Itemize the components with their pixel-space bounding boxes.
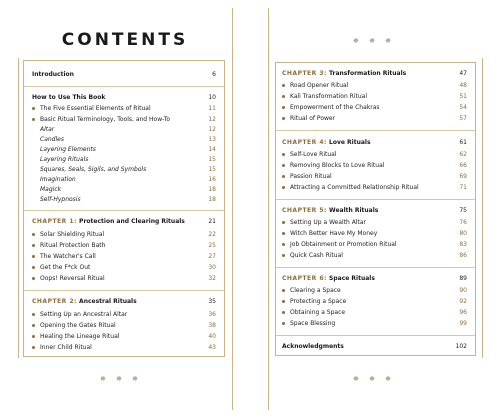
divider bbox=[276, 199, 475, 200]
divider bbox=[24, 290, 224, 291]
ornament-icon: ✵ ✵ ✵ bbox=[100, 375, 143, 383]
divider bbox=[276, 267, 475, 268]
right-page bbox=[250, 0, 500, 418]
left-border-line bbox=[18, 58, 19, 358]
left-inner-border-line bbox=[232, 8, 233, 410]
toc-box-right: CHAPTER 3: Transformation Rituals 47 Road Opener Ritual 48 Kali Transformation Ritual 51 Empowerment of the Chakras 54 Ritual of Power 57 CHAPTER 4: Love Rituals 61 Self-Love Ritual 62 Removing Blocks to Love Ritual 66 Passion Ritual 69 Attracting a Committed Relationship Ritual 71 CHAPTER 5: Wealth Rituals 75 Setting Up a Wealth Altar 76 Witch Better Have My Money 80 Job Obtainment or Promotion Ritual 83 Quick Cash Ritual 86 CHAPTER 6: Space Rituals 89 Clearing a Space 90 Protecting a Space 92 Obtaining a Space 96 Space Blessing 99 Acknowledgments 102 bbox=[275, 62, 476, 356]
toc-box-left: Introduction 6 How to Use This Book 10 The Five Essential Elements of Ritual 11 Basic Ritual Terminology, Tools, and How-To 12 Altar 12 Candles 13 Layering Elements 14 Layering Rituals 15 Squares, Seals, Sigils, and Symbols 15 Imagination 16 Magick 18 Self-Hypnosis 18 CHAPTER 1: Protection and Clearing Rituals 21 Solar Shielding Ritual 22 Ritual Protection Bath 25 The Watcher's Call 27 Get the F*ck Out 30 Oops! Reversal Ritual 32 CHAPTER 2: Ancestral Rituals 35 Setting Up an Ancestral Altar 36 Opening the Gates Ritual 38 Healing the Lineage Ritual 40 Inner Child Ritual 43 bbox=[23, 60, 225, 357]
divider bbox=[276, 130, 475, 131]
divider bbox=[276, 335, 475, 336]
right-inner-border-line bbox=[268, 8, 269, 410]
right-border-line bbox=[482, 58, 483, 358]
ornament-icon: ✵ ✵ ✵ bbox=[353, 375, 396, 383]
page-title: CONTENTS bbox=[61, 30, 189, 50]
divider bbox=[24, 86, 224, 87]
ornament-icon: ✵ ✵ ✵ bbox=[353, 37, 396, 45]
divider bbox=[24, 210, 224, 211]
